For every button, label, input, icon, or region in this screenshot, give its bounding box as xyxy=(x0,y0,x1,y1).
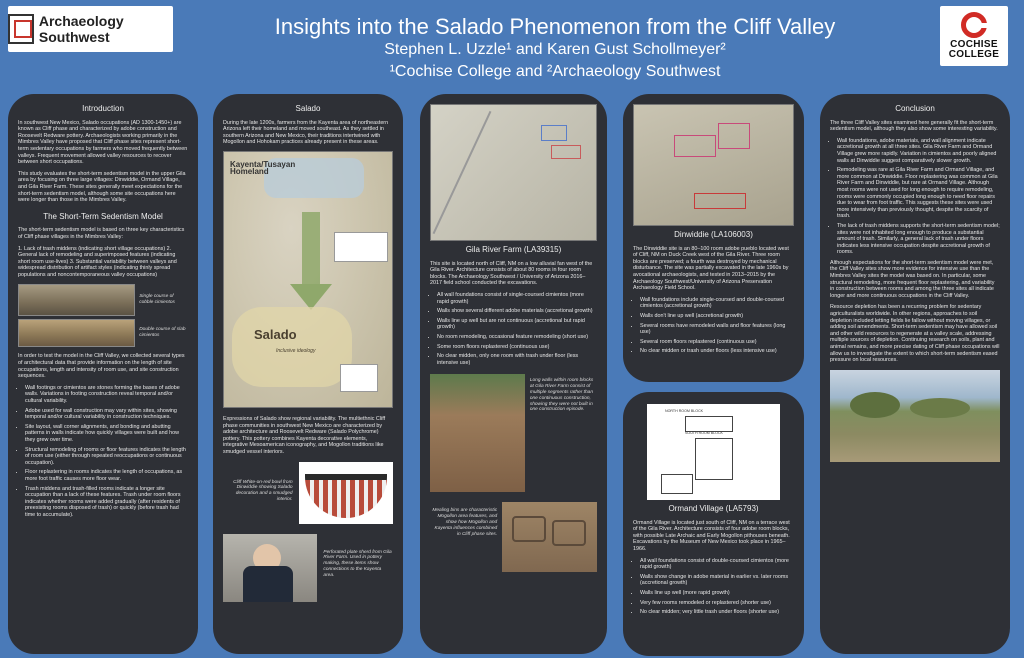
salado-region xyxy=(232,307,352,387)
list-item: • Several rooms have remodeled walls and floor features (long use) xyxy=(640,323,794,336)
dinwiddie-panel xyxy=(623,94,804,382)
gila-bullet-list xyxy=(430,292,597,366)
migration-arrow xyxy=(302,212,320,292)
list-item: • No clear midden; very little trash under floors (shorter use) xyxy=(640,609,794,616)
plan-label-south: SOUTH ROOM BLOCK xyxy=(685,431,723,435)
study-area-inset xyxy=(340,364,378,392)
introduction-heading: Introduction xyxy=(82,104,124,113)
dinwiddie-paragraph-1: The Dinwiddie site is an 80–100 room adobe pueblo located west of Cliff, NM on Duck Creek west of the Gila River. Three room blocks are preserved; a fourth was destroyed by mechanical disturbance. The site was partially excavated in the late 1960s by avocational archaeologists, and tested in 2013–2015 by the Archaeology Southwest/University of Arizona Preservation Archaeology Field School. xyxy=(633,245,789,292)
salado-paragraph-1: During the late 1200s, farmers from the Kayenta area of northeastern Arizona left their homeland and moved southeast. As they settled in southern Arizona and New Mexico, their traditions intertwined with Mogollon and Hohokam practices already present in these areas. xyxy=(223,119,389,146)
list-item: • Adobe used for wall construction may vary within sites, showing temporal and/or cultural variability in construction techniques. xyxy=(25,408,188,421)
list-item: • No room remodeling, occasional feature remodeling (short use) xyxy=(437,334,597,341)
cochise-college-logo xyxy=(940,6,1008,66)
list-item: • No clear midden, only one room with trash under floor (less intensive use) xyxy=(437,353,597,366)
gila-river-aerial-photo xyxy=(430,104,597,241)
room-block-walls-photo xyxy=(430,374,525,492)
gila-paragraph-1: This site is located north of Cliff, NM on a low alluvial fan west of the Gila River. Architecture consists of about 80 rooms in four room blocks. The Archaeology Southwest / University of Arizona 2016–2017 field school conducted the excavations. xyxy=(430,260,593,287)
aswest-logo-text: Archaeology Southwest xyxy=(38,13,124,45)
list-item: • Walls show several different adobe materials (accretional growth) xyxy=(437,308,597,315)
stsm-paragraph-1: The short-term sedentism model is based on three key characteristics of Cliff phase villages in the Mimbres Valley: xyxy=(18,227,185,240)
intro-paragraph-2: This study evaluates the short-term sedentism model in the upper Gila area by focusing on three large villages: Dinwiddie, Ormand Village, and Gila River Farm. These sites generally meet expectations for the short-term sedentism model, although some site occupations here were longer than those in the Mimbres Valley. xyxy=(18,170,186,204)
gila-river-farm-panel xyxy=(420,94,607,654)
list-item: • Very few rooms remodeled or replastered (shorter use) xyxy=(640,600,794,607)
stsm-list: 1. Lack of trash middens (indicating short village occupations) 2. General lack of remodeling and superimposed features (indicating short room use-lives) 3. Substantial variability between valleys and widespread distribution of artifact styles (indicating thinly spread populations and noncontemporaneous valley occupations) xyxy=(18,245,177,278)
plan-label-north: NORTH ROOM BLOCK xyxy=(665,409,704,413)
cliff-valley-landscape-photo xyxy=(830,370,1000,462)
intro-paragraph-1: In southwest New Mexico, Salado occupations (AD 1300-1450+) are known as Cliff phase and characterized by adobe construction and Roosevelt Redware pottery. Archaeologists working primarily in the Mimbres Valley have proposed that Cliff phase sites represent short-term sedentary occupations by farmers who moved frequently between valleys. Frequent movement allowed valley resources to recover between short occupations. xyxy=(18,119,188,166)
salado-map xyxy=(223,151,393,408)
poster-title: Insights into the Salado Phenomenon from the Cliff Valley xyxy=(274,14,836,39)
cochise-logo-text-2: COLLEGE xyxy=(948,49,1000,60)
poster-affiliations: ¹Cochise College and ²Archaeology Southwest xyxy=(389,63,721,80)
gila-river-heading: Gila River Farm (LA39315) xyxy=(465,245,562,254)
conclusion-paragraph-1: The three Cliff Valley sites examined here generally fit the short-term sedentism model, although they also show some interesting variability. xyxy=(830,119,998,133)
sherd-photo xyxy=(223,534,317,602)
introduction-panel xyxy=(8,94,198,654)
conclusion-heading: Conclusion xyxy=(895,104,935,113)
poster-authors: Stephen L. Uzzle¹ and Karen Gust Schollmeyer² xyxy=(384,41,726,58)
list-item: • Remodeling was rare at Gila River Farm and Ormand Village, and more common at Dinwiddie. Floor replastering was common at Gila River Farm and Dinwiddie, but rare at Ormand Village. Although most rooms were not used for long enough to require remodeling, rooms were commonly occupied long enough to need floor repairs due to wear from foot traffic. This suggests these sites were used more intensively than previously thought, despite the scarcity of trash. xyxy=(837,167,1000,220)
ormand-site-plan xyxy=(647,404,780,500)
list-item: • Structural remodeling of rooms or floor features indicates the length of room use (either through repeated reoccupations or continuous occupation). xyxy=(25,447,188,467)
conclusion-paragraph-2: Although expectations for the short-term sedentism model were met, the Cliff Valley sites show more evidence for intensive use than the Mimbres Valley sites the model was based on. In particular, some structural remodeling, more frequent floor replastering, and variability in construction between rooms and among the three sites all indicate longer and more continuous occupations in the Cliff Valley. xyxy=(830,259,995,299)
cliff-bowl-photo xyxy=(299,462,393,524)
dinwiddie-heading: Dinwiddie (LA106003) xyxy=(674,230,753,239)
dinwiddie-bullet-list xyxy=(633,297,794,355)
sherd-caption: Perforated plate sherd from Gila River Farm. Used in pottery making, these items show connections to the Kayenta area. xyxy=(323,549,392,578)
list-item: • Walls line up well (more rapid growth) xyxy=(640,590,794,597)
map-label-ideology: Inclusive ideology xyxy=(276,347,316,354)
map-label-kayenta: Kayenta/Tusayan Homeland xyxy=(230,159,296,176)
stsm-paragraph-2: In order to test the model in the Cliff Valley, we collected several types of architectural data that provide information on the length of site occupations, length and intensity of room use, and site construction sequences. xyxy=(18,353,185,380)
list-item: • No clear midden or trash under floors (less intensive use) xyxy=(640,348,794,355)
map-label-salado: Salado xyxy=(254,326,297,342)
list-item: • Floor replastering in rooms indicates the length of occupations, as more foot traffic causes more floor wear. xyxy=(25,469,188,482)
list-item: • Wall foundations include single-coursed and double-coursed cimientos (accretional growth) xyxy=(640,297,794,310)
list-item: • All wall foundations consist of double-coursed cimientos (more rapid growth) xyxy=(640,558,794,571)
conclusion-paragraph-3: Resource depletion has been a recurring problem for sedentary agriculturalists worldwide. In other regions, approaches to soil depletion included letting fields lie fallow without moving villages, or adding soil amendments. Short-term sedentism may have allowed soil and other wild resources to regenerate at a valley scale, addressing multiple sources of depletion. Continuing research on soils, plant and animal remains, and more precise dating of Cliff phase occupations will allow us to investigate the extent to which short-term sedentism eased pressure on local resources. xyxy=(830,304,1000,364)
stsm-heading: The Short-Term Sedentism Model xyxy=(43,211,163,221)
list-item: • All wall foundations consist of single-coursed cimientos (more rapid growth) xyxy=(437,292,597,305)
list-item: • Walls don't line up well (accretional growth) xyxy=(640,313,794,320)
list-item: • Walls show change in adobe material in earlier vs. later rooms (accretional growth) xyxy=(640,574,794,587)
conclusion-panel xyxy=(820,94,1010,654)
archaeology-southwest-logo xyxy=(8,6,173,52)
list-item: • Wall footings or cimientos are stones forming the bases of adobe walls. Variations in footing construction reveal temporal and/or cultural variability. xyxy=(25,385,188,405)
ormand-paragraph-1: Ormand Village is located just south of Cliff, NM on a terrace west of the Gila River. Architecture consists of four adobe room blocks, with possible Late Archaic and Early Mogollon pithouses beneath. Excavations by the Museum of New Mexico took place in 1965–1966. xyxy=(633,519,790,552)
ormand-village-panel xyxy=(623,392,804,656)
mealing-bins-caption: Mealing bins are characteristic Mogollon area features, and show how Mogollon and Kayenta influences combined in Cliff phase sites. xyxy=(432,508,498,537)
ormand-heading: Ormand Village (LA5793) xyxy=(668,504,759,513)
walls-caption: Long walls within room blocks at Gila River Farm consist of multiple segments rather than one continuous construction, showing they were not built in one construction episode. xyxy=(529,378,594,413)
list-item: • Several room floors replastered (continuous use) xyxy=(640,339,794,346)
cobble-caption: Single course of cobble cimientos xyxy=(139,294,175,306)
bowl-caption: Cliff White-on-red bowl from Dinwiddie showing Salado decoration and a smudged interior. xyxy=(233,479,293,502)
map-legend xyxy=(334,232,388,262)
cochise-logo-text-1: COCHISE xyxy=(950,39,998,50)
slab-cimientos-photo xyxy=(18,319,135,347)
slab-caption: Double course of slab cimientos xyxy=(139,327,186,339)
stsm-bullet-list xyxy=(18,385,188,519)
cochise-c-icon xyxy=(961,12,987,38)
list-item: • Wall foundations, adobe materials, and wall alignment indicate accretional growth at all three sites. Gila River Farm and Ormand Village grew more rapidly. Variation in cimientos and poorly aligned walls at Dinwiddie suggest comparatively slower growth. xyxy=(837,138,1000,164)
cobble-cimientos-photo xyxy=(18,284,135,316)
salado-heading: Salado xyxy=(295,104,321,113)
list-item: • Trash middens and trash-filled rooms indicate a longer site occupation than a lack of these features. Trash under room floors indicates whether rooms were added gradually (after residents of preexisting rooms disposed of trash) or quickly (before trash had time to accumulate). xyxy=(25,486,188,519)
dinwiddie-aerial-photo xyxy=(633,104,794,226)
references-text xyxy=(830,468,1000,472)
mealing-bins-photo xyxy=(502,502,597,572)
list-item: • Some room floors replastered (continuous use) xyxy=(437,344,597,351)
list-item: • The lack of trash middens supports the short-term sedentism model; sites were not inhabited long enough to produce a substantial amount of trash. Similarly, a general lack of trash under floors indicates less intensive occupation despite accretional growth of rooms. xyxy=(837,223,1000,256)
ormand-bullet-list xyxy=(633,558,794,616)
list-item: • Site layout, wall corner alignments, and bonding and abutting patterns in walls indicate how quickly villages were built and how they grew over time. xyxy=(25,424,188,444)
aswest-mark-icon xyxy=(8,14,34,44)
list-item: • Walls line up well but are not continuous (accretional but rapid growth) xyxy=(437,318,597,331)
salado-paragraph-2: Expressions of Salado show regional variability. The multiethnic Cliff phase communities in southwest New Mexico are characterized by adobe architecture and Roosevelt Redware (Salado Polychrome) pottery. This pottery combines Kayenta decorative elements, integrative Mesoamerican iconography, and Mogollon traditions like smudged vessel interiors. xyxy=(223,415,386,455)
conclusion-bullet-list xyxy=(830,138,1000,256)
salado-panel xyxy=(213,94,403,654)
